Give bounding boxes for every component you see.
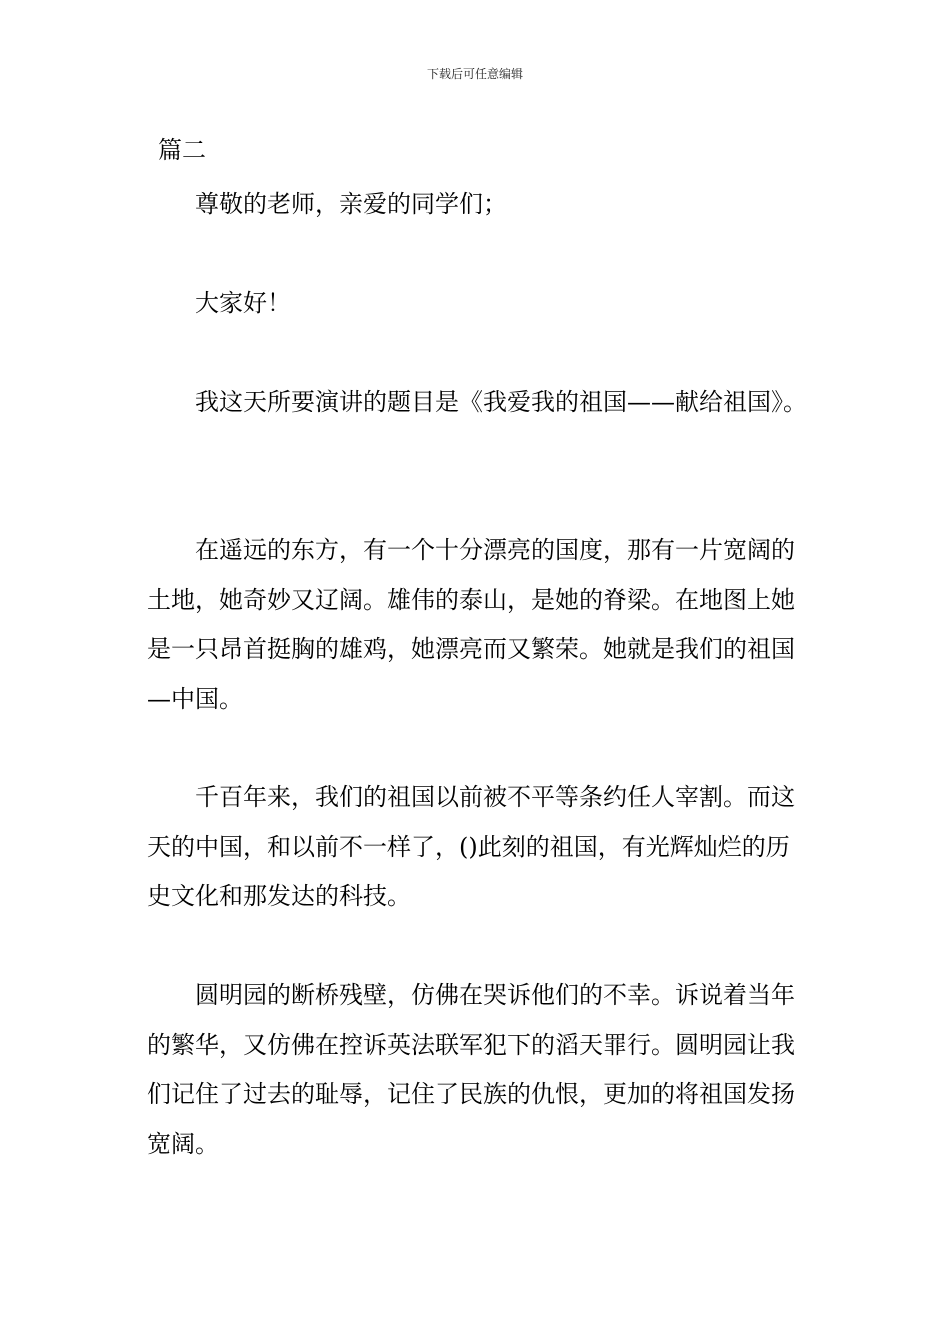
paragraph-greeting: 大家好！ <box>195 289 291 317</box>
page-header-note: 下载后可任意编辑 <box>426 67 523 81</box>
paragraph-body-3: 圆明园的断桥残壁，仿佛在哭诉他们的不幸。诉说着当年的繁华，又仿佛在控诉英法联军犯下的滔天罪行。圆明园让我们记住了过去的耻辱，记住了民族的仇恨，更加的将祖国发扬宽阔。 <box>147 981 795 1158</box>
paragraph-topic: 我这天所要演讲的题目是《我爱我的祖国——献给祖国》。 <box>195 388 807 416</box>
paragraph-body-1: 在遥远的东方，有一个十分漂亮的国度，那有一片宽阔的土地，她奇妙又辽阔。雄伟的泰山，是她的脊梁。在地图上她是一只昂首挺胸的雄鸡，她漂亮而又繁荣。她就是我们的祖国—中国。 <box>147 536 795 713</box>
paragraph-body-2: 千百年来，我们的祖国以前被不平等条约任人宰割。而这天的中国，和以前不一样了，()此刻的祖国，有光辉灿烂的历史文化和那发达的科技。 <box>147 783 795 910</box>
paragraph-salutation: 尊敬的老师，亲爱的同学们； <box>195 190 507 218</box>
section-title: 篇二 <box>158 136 206 164</box>
